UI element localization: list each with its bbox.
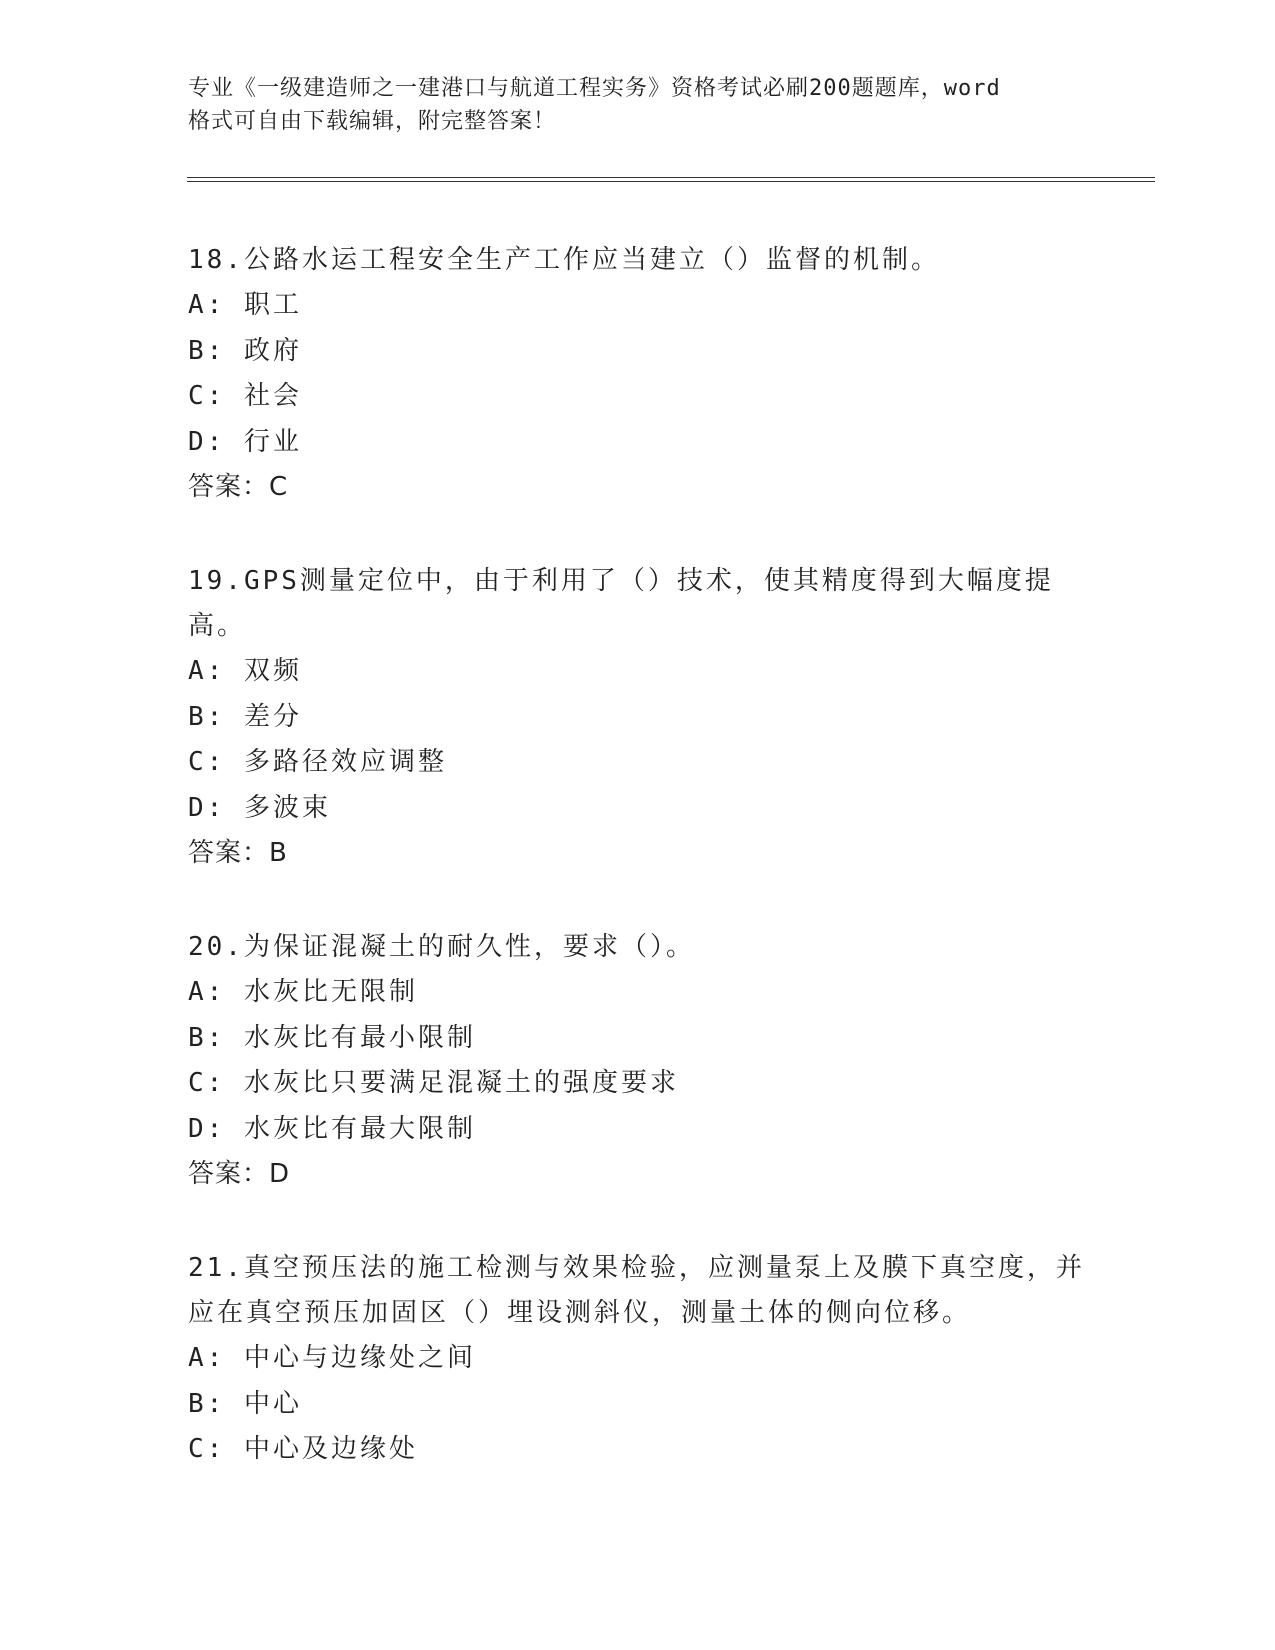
option-a: A: 职工 [188, 290, 302, 320]
option-a: A: 双频 [188, 656, 302, 686]
question-18 [188, 238, 1088, 509]
header-divider [187, 177, 1155, 182]
answer-line: 答案：D [188, 1159, 291, 1189]
option-c: C: 社会 [188, 381, 302, 411]
document-header [188, 72, 1088, 138]
option-c: C: 中心及边缘处 [188, 1434, 418, 1464]
question-19 [188, 559, 1088, 875]
option-a: A: 中心与边缘处之间 [188, 1343, 476, 1373]
option-c: C: 水灰比只要满足混凝土的强度要求 [188, 1068, 679, 1098]
header-line-1: 专业《一级建造师之一建港口与航道工程实务》资格考试必刷200题题库，word [188, 76, 1001, 101]
question-stem: 18.公路水运工程安全生产工作应当建立（）监督的机制。 [188, 245, 940, 275]
answer-line: 答案：B [188, 838, 288, 868]
question-20 [188, 925, 1088, 1196]
option-d: D: 行业 [188, 426, 302, 457]
question-stem: 19.GPS测量定位中，由于利用了（）技术，使其精度得到大幅度提高。 [188, 566, 1054, 641]
option-a: A: 水灰比无限制 [188, 977, 418, 1007]
option-d: D: 水灰比有最大限制 [188, 1113, 476, 1144]
question-21 [188, 1246, 1088, 1473]
option-b: B: 中心 [188, 1388, 302, 1419]
option-b: B: 水灰比有最小限制 [188, 1022, 476, 1053]
question-list [188, 238, 1088, 1523]
header-line-2: 格式可自由下载编辑，附完整答案！ [188, 109, 557, 134]
question-stem: 20.为保证混凝土的耐久性，要求（）。 [188, 932, 695, 962]
question-stem: 21.真空预压法的施工检测与效果检验，应测量泵上及膜下真空度，并应在真空预压加固区（）埋设测斜仪，测量土体的侧向位移。 [188, 1253, 1085, 1328]
answer-line: 答案：C [188, 472, 289, 502]
option-b: B: 差分 [188, 701, 302, 732]
option-b: B: 政府 [188, 335, 302, 366]
option-c: C: 多路径效应调整 [188, 747, 447, 777]
option-d: D: 多波束 [188, 792, 331, 823]
